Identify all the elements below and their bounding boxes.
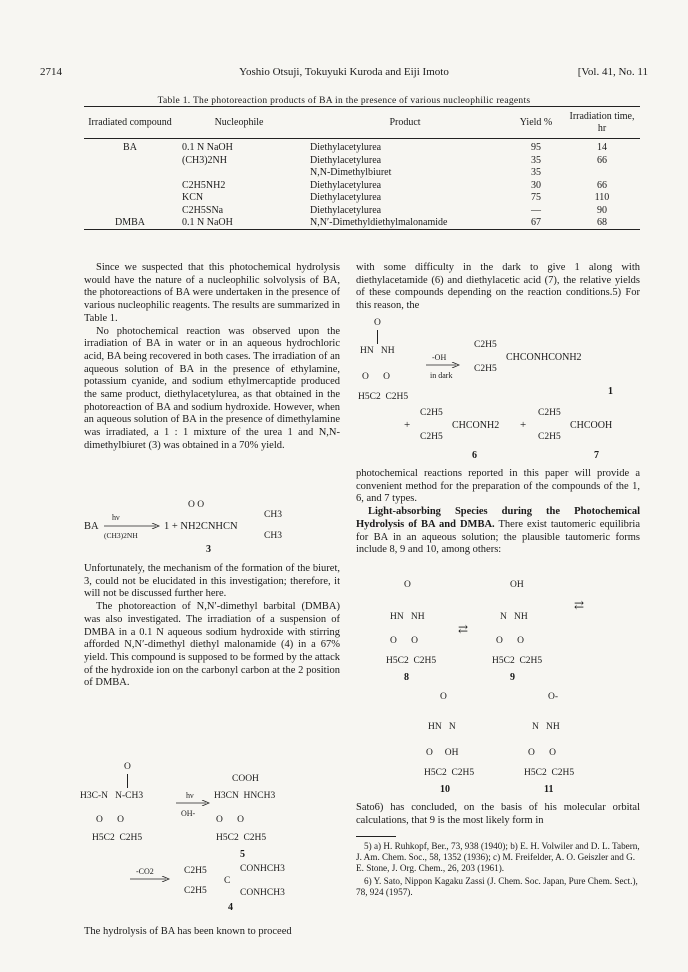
table-cell: Diethylacetylurea — [310, 192, 382, 203]
product1-chain: CHCONHCONH2 — [506, 352, 582, 363]
table-cell — [84, 167, 176, 180]
table-cell — [564, 167, 640, 180]
table-cell: BA — [123, 142, 137, 153]
table-cell — [84, 180, 176, 193]
dmba-oxygen: O — [124, 762, 131, 772]
hyd-oxygen: O — [374, 318, 381, 328]
table-cell: 95 — [531, 142, 541, 153]
eq3-product: 1 + NH2CNHCN — [164, 521, 238, 532]
volume-info: [Vol. 41, No. 11 — [577, 66, 648, 78]
running-header — [40, 66, 648, 80]
compound-label-4: 4 — [228, 902, 233, 913]
t11-ring-et: H5C2 C2H5 — [524, 768, 575, 778]
t9-ring-n: N NH — [500, 612, 528, 622]
eq3-condition-top: hν — [112, 513, 120, 522]
table-cell: 0.1 N NaOH — [182, 217, 233, 228]
table-top-rule — [84, 106, 640, 107]
table-cell: 35 — [531, 167, 541, 178]
table-cell: 75 — [531, 192, 541, 203]
paragraph: with some difficulty in the dark to give 1 along with diethylacetamide (6) and diethylacetic acid (7), the relative yields of these compounds depending on the reaction conditions.5) For this reason, the — [356, 262, 640, 312]
decarboxylation-label: -CO2 — [136, 867, 154, 876]
compound-label-3: 3 — [206, 544, 211, 555]
table-cell — [84, 205, 176, 218]
table-cell — [84, 155, 176, 168]
dmba-product-cooh: COOH — [232, 774, 259, 784]
t9-ring-et: H5C2 C2H5 — [492, 656, 543, 666]
table-header-cell: Product — [389, 116, 421, 128]
dmba-ring-et: H5C2 C2H5 — [92, 833, 143, 843]
section-heading: Light-absorbing Species during the Photochemical Hydrolysis of BA and DMBA. — [356, 506, 640, 530]
paragraph: photochemical reactions reported in this paper will provide a convenient method for the preparation of the compounds of the 1, 6, and 7 types. — [356, 468, 640, 505]
eq3-condition-bottom: (CH3)2NH — [104, 531, 138, 540]
decarboxylation-arrow — [130, 876, 170, 882]
t11-oxide: O- — [548, 692, 559, 702]
t8-ring-n: HN NH — [390, 612, 425, 622]
product6-chain: CHCONH2 — [452, 420, 500, 431]
product7-chain: CHCOOH — [570, 420, 613, 431]
compound-label-1: 1 — [608, 386, 613, 397]
dmba-arrow-top: hν — [186, 791, 194, 800]
paragraph: Sato6) has concluded, on the basis of his molecular orbital calculations, that 9 is the most likely form in — [356, 802, 640, 826]
dmba-arrow — [176, 800, 210, 806]
product7-et-2: C2H5 — [538, 432, 561, 442]
product6-et-2: C2H5 — [420, 432, 443, 442]
eq3-arrow — [104, 523, 160, 529]
t11-ring-n: N NH — [532, 722, 560, 732]
equilibrium-arrow: ⇄ — [458, 622, 469, 636]
footnote-5: 5) a) H. Ruhkopf, Ber., 73, 938 (1940); b) E. H. Volwiler and D. L. Tabern, J. Am. Chem. Soc., 58, 1352 (1936); c) M. Freifelder, A. O. Geiszler and G. E. Stone, J. Org. Chem., 26, 203 (1961). — [356, 841, 640, 873]
paragraph: The hydrolysis of BA has been known to proceed — [84, 926, 292, 937]
t8-ring-o: O O — [390, 636, 418, 646]
table-cell: 90 — [597, 204, 607, 216]
right-column-bottom — [356, 802, 640, 827]
hyd-ring-et: H5C2 C2H5 — [358, 392, 409, 402]
footnote-6: 6) Y. Sato, Nippon Kagaku Zassi (J. Chem. Soc. Japan, Pure Chem. Sect.), 78, 924 (1957). — [356, 876, 638, 897]
table-row — [84, 205, 640, 218]
t9-hydroxyl: OH — [510, 580, 524, 590]
dmba-product-n: H3CN HNCH3 — [214, 791, 276, 801]
equilibrium-arrow: ⇄ — [574, 598, 585, 612]
t8-oxygen: O — [404, 580, 411, 590]
plus-sign: + — [520, 419, 527, 431]
table-cell: Diethylacetylurea — [310, 142, 382, 153]
dmba-arrow-bottom: OH- — [181, 809, 196, 818]
table-cell — [176, 167, 302, 180]
t11-ring-o: O O — [528, 748, 556, 758]
left-column-bottom — [84, 926, 340, 939]
table-cell — [84, 192, 176, 205]
hyd-arrow-bottom: in dark — [430, 371, 453, 380]
table-cell: 66 — [597, 154, 607, 166]
t9-ring-o: O O — [496, 636, 524, 646]
table-row — [84, 180, 640, 193]
footnotes — [356, 836, 640, 900]
running-authors: Yoshio Otsuji, Tokuyuki Kuroda and Eiji Imoto — [239, 66, 449, 78]
product1-et-2: C2H5 — [474, 364, 497, 374]
table-header-cell: Irradiation time, hr — [569, 110, 635, 134]
product7-et-1: C2H5 — [538, 408, 561, 418]
malonamide-r2: CONHCH3 — [240, 888, 285, 898]
table-cell: N,N-Dimethylbiuret — [310, 167, 392, 178]
table-cell: 14 — [597, 142, 607, 153]
malonamide-et-1: C2H5 — [184, 866, 207, 876]
table-cell: C2H5SNa — [182, 204, 224, 216]
page-number: 2714 — [40, 66, 62, 78]
table-cell: 68 — [597, 217, 607, 228]
table-cell: 66 — [597, 179, 607, 191]
paragraph — [356, 506, 640, 557]
compound-label-5: 5 — [240, 849, 245, 860]
eq3-reactant: BA — [84, 521, 99, 532]
section-text: There exist tautomeric equilibria for BA in an aqueous solution; the plausible tautomeric forms include 8, 9 and 10, among others: — [356, 518, 641, 556]
compound-label-9: 9 — [510, 672, 515, 683]
hyd-arrow — [426, 362, 460, 368]
t8-ring-et: H5C2 C2H5 — [386, 656, 437, 666]
table-row — [84, 217, 640, 230]
paragraph: Since we suspected that this photochemical hydrolysis would have the nature of a nucleophilic solvolysis of BA, the photoreactions of BA were undertaken in the presence of various nucleophilic reagents. The results are summarized in Table 1. — [84, 262, 340, 324]
table-cell: 35 — [531, 154, 541, 166]
table-cell: N,N′-Dimethyldiethylmalonamide — [310, 217, 448, 228]
compound-label-7: 7 — [594, 450, 599, 461]
dmba-ring-o: O O — [96, 815, 124, 825]
dmba-bond — [127, 774, 129, 788]
malonamide-r1: CONHCH3 — [240, 864, 285, 874]
dmba-product-et: H5C2 C2H5 — [216, 833, 267, 843]
t10-ring-n: HN N — [428, 722, 456, 732]
paragraph: The photoreaction of N,N′-dimethyl barbital (DMBA) was also investigated. The irradiation of a suspension of DMBA in a 0.1 N aqueous sodium hydroxide with stirring afforded N,N′-dimethyl diethyl malonamide (4) in a 67% yield. This compound is supposed to be formed by the attack of the hydroxide ion on the carbonyl carbon at the 2 position of DMBA. — [84, 601, 340, 689]
product6-et-1: C2H5 — [420, 408, 443, 418]
compound-label-10: 10 — [440, 784, 450, 795]
right-column-mid — [356, 468, 640, 557]
table-cell: 110 — [594, 192, 610, 203]
footnote-separator — [356, 836, 396, 837]
malonamide-c: C — [224, 876, 231, 886]
right-column-top — [356, 262, 640, 313]
paragraph: No photochemical reaction was observed upon the irradiation of BA in water or in an aqueous hydrochloric acid, BA being recovered in both cases. The irradiation of an aqueous solution of BA in the presence of ethylamine, potassium cyanide, and sodium ethylmercaptide produced the same product, diethylacetylurea, as that obtained in the photoreaction of BA and sodium hydroxide. However, when an aqueous solution of BA in the presence of dimethylamine was irradiated, a 1 : 1 mixture of the urea 1 and N,N-dimethylbiuret (3) was obtained in a 70% yield. — [84, 325, 340, 451]
table-cell: — — [531, 204, 541, 216]
table-row — [84, 192, 640, 205]
malonamide-et-2: C2H5 — [184, 886, 207, 896]
hyd-bond — [377, 330, 379, 344]
eq3-carbonyls: O O — [188, 500, 205, 510]
left-column-mid — [84, 563, 340, 690]
table-cell: Diethylacetylurea — [310, 179, 382, 191]
table-cell: 0.1 N NaOH — [182, 142, 233, 153]
compound-label-6: 6 — [472, 450, 477, 461]
left-column-top — [84, 262, 340, 453]
table-cell: Diethylacetylurea — [310, 204, 382, 216]
eq3-methyl-2: CH3 — [264, 531, 282, 541]
table-header-cell: Yield % — [519, 116, 553, 128]
table-row — [84, 138, 640, 155]
table-cell: 30 — [531, 179, 541, 191]
t10-ring-o: O OH — [426, 748, 459, 758]
table-caption: Table 1. The photoreaction products of BA in the presence of various nucleophilic reagents — [157, 96, 531, 106]
dmba-product-o: O O — [216, 815, 244, 825]
t10-oxygen: O — [440, 692, 447, 702]
product1-et-1: C2H5 — [474, 340, 497, 350]
table-cell: C2H5NH2 — [182, 179, 226, 191]
table-cell: Diethylacetylurea — [310, 154, 382, 166]
eq3-methyl-1: CH3 — [264, 510, 282, 520]
table-cell: KCN — [182, 192, 204, 203]
results-table — [84, 108, 640, 230]
table-row — [84, 167, 640, 180]
table-cell: DMBA — [114, 217, 145, 228]
compound-label-11: 11 — [544, 784, 554, 795]
paragraph: Unfortunately, the mechanism of the formation of the biuret, 3, could not be elucidated in this investigation; therefore, it will not be discussed further here. — [84, 563, 340, 600]
table-header-cell: Nucleophile — [214, 116, 264, 128]
hyd-ring-n: HN NH — [360, 346, 395, 356]
hyd-ring-o: O O — [362, 372, 390, 382]
table-row — [84, 155, 640, 168]
plus-sign: + — [404, 419, 411, 431]
table-cell: 67 — [531, 217, 541, 228]
table-header-cell: Irradiated compound — [88, 116, 172, 128]
table-cell: (CH3)2NH — [182, 154, 227, 166]
t10-ring-et: H5C2 C2H5 — [424, 768, 475, 778]
dmba-ring-n: H3C-N N-CH3 — [80, 791, 144, 801]
compound-label-8: 8 — [404, 672, 409, 683]
hyd-arrow-top: -OH — [432, 353, 447, 362]
